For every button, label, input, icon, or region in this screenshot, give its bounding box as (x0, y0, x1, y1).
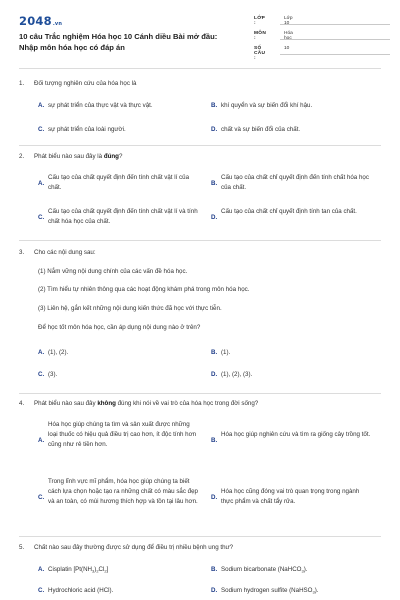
page-header (0, 0, 400, 68)
info-label: SỐ CÂU : (254, 46, 266, 61)
option-d[interactable]: D. Cấu tạo của chất chỉ quyết định tính tan của chất. (211, 208, 357, 221)
info-label: MÔN : (254, 31, 267, 41)
question-number: 2. (19, 153, 25, 160)
option-a[interactable]: A. Hóa học giúp chúng ta tìm và sản xuất được những loại thuốc có hiệu quả điều trị cao hơn, ít độc tính hơn cũng như rẻ tiền hơn. (38, 421, 197, 448)
option-b[interactable]: B. Hóa học giúp nghiên cứu và tìm ra giống cây trồng tốt. (211, 431, 371, 444)
divider (19, 536, 381, 537)
question-3: 3. Cho các nội dung sau: (1) Nắm vững nội dung chính của các vấn đề hóa học. (2) Tìm hiểu tự nhiên thông qua các hoạt động khám phá trong môn hóa học. (3) Liên hệ, gắn kết những nội dung kiến thức đã học với thực tiễn. Để học tốt môn hóa học, cần áp dụng nội dung nào ở trên? A. (1), (2). B. (1). C. (3). D. (1), (2), (3). (19, 249, 253, 378)
statement: (3) Liên hệ, gắn kết những nội dung kiến thức đã học với thực tiễn. (38, 305, 222, 312)
site-logo[interactable]: 2048.vn (19, 14, 63, 28)
question-text: Đối tượng nghiên cứu của hóa học là (34, 80, 137, 87)
question-text: Chất nào sau đây thường được sử dụng để điều trị nhiều bệnh ung thư? (34, 544, 234, 551)
info-value: Lớp 10 (284, 16, 293, 26)
question-5: 5. Chất nào sau đây thường được sử dụng để điều trị nhiều bệnh ung thư? A. Cisplatin $[Pt(NH_3)_2Cl_2]$ B. Sodium bicarbonate (NaHCO$_3$). C. Hydrochloric acid (HCl). D. Sodium hydrogen sulfite (NaHSO$_3$). (19, 544, 319, 595)
question-text: Cho các nội dung sau: (34, 249, 96, 256)
question-number: 3. (19, 249, 25, 256)
question-2 (19, 153, 381, 243)
option-a[interactable]: A. Cấu tạo của chất quyết định đến tính chất vật lí của chất. (38, 174, 190, 191)
question-number: 1. (19, 80, 25, 87)
question-1: 1. Đối tượng nghiên cứu của hóa học là A. sự phát triển của thực vật và thực vật. B. khí quyển và sự biến đổi khí hậu. C. sự phát triển của loài người. D. chất và sự biến đổi của chất. (19, 80, 313, 133)
divider (19, 68, 381, 69)
statement: (2) Tìm hiểu tự nhiên thông qua các hoạt động khám phá trong môn hóa học. (38, 286, 250, 293)
option-d[interactable]: D. Hóa học cũng đóng vai trò quan trọng trong ngành thực phẩm và chất tẩy rửa. (211, 488, 360, 505)
divider (19, 145, 381, 146)
divider (19, 393, 381, 394)
info-value: 10 (284, 46, 290, 51)
question-number: 5. (19, 544, 25, 551)
option-c[interactable]: C. Trong lĩnh vực mĩ phẩm, hóa học giúp chúng ta biết cách lựa chọn hoặc tạo ra những chất có màu sắc đẹp và an toàn, có mùi hương thích hợp và tồn tại lâu hơn. (38, 478, 199, 505)
info-label: LỚP : (254, 16, 266, 26)
option-b[interactable]: B. Cấu tạo của chất chỉ quyết định đến tính chất hóa học của chất. (211, 174, 369, 191)
divider (19, 240, 381, 241)
question-text: Phát biểu nào sau đây không đúng khi nói về vai trò của hóa học trong đời sống? (34, 400, 259, 407)
question-prompt: Để học tốt môn hóa học, cần áp dụng nội dung nào ở trên? (38, 324, 201, 331)
question-4 (19, 400, 381, 530)
question-text: Phát biểu nào sau đây là đúng? (34, 153, 123, 160)
info-value: Hóa học (284, 31, 293, 41)
document-title: 10 câu Trắc nghiệm Hóa học 10 Cánh diều Bài mở đầu: Nhập môn hóa học có đáp án (19, 32, 218, 52)
option-c[interactable]: C. Cấu tạo của chất quyết định đến tính chất vật lí và tính chất hóa học của chất. (38, 208, 198, 225)
statement: (1) Nắm vững nội dung chính của các vấn đề hóa học. (38, 268, 188, 275)
question-number: 4. (19, 400, 25, 407)
